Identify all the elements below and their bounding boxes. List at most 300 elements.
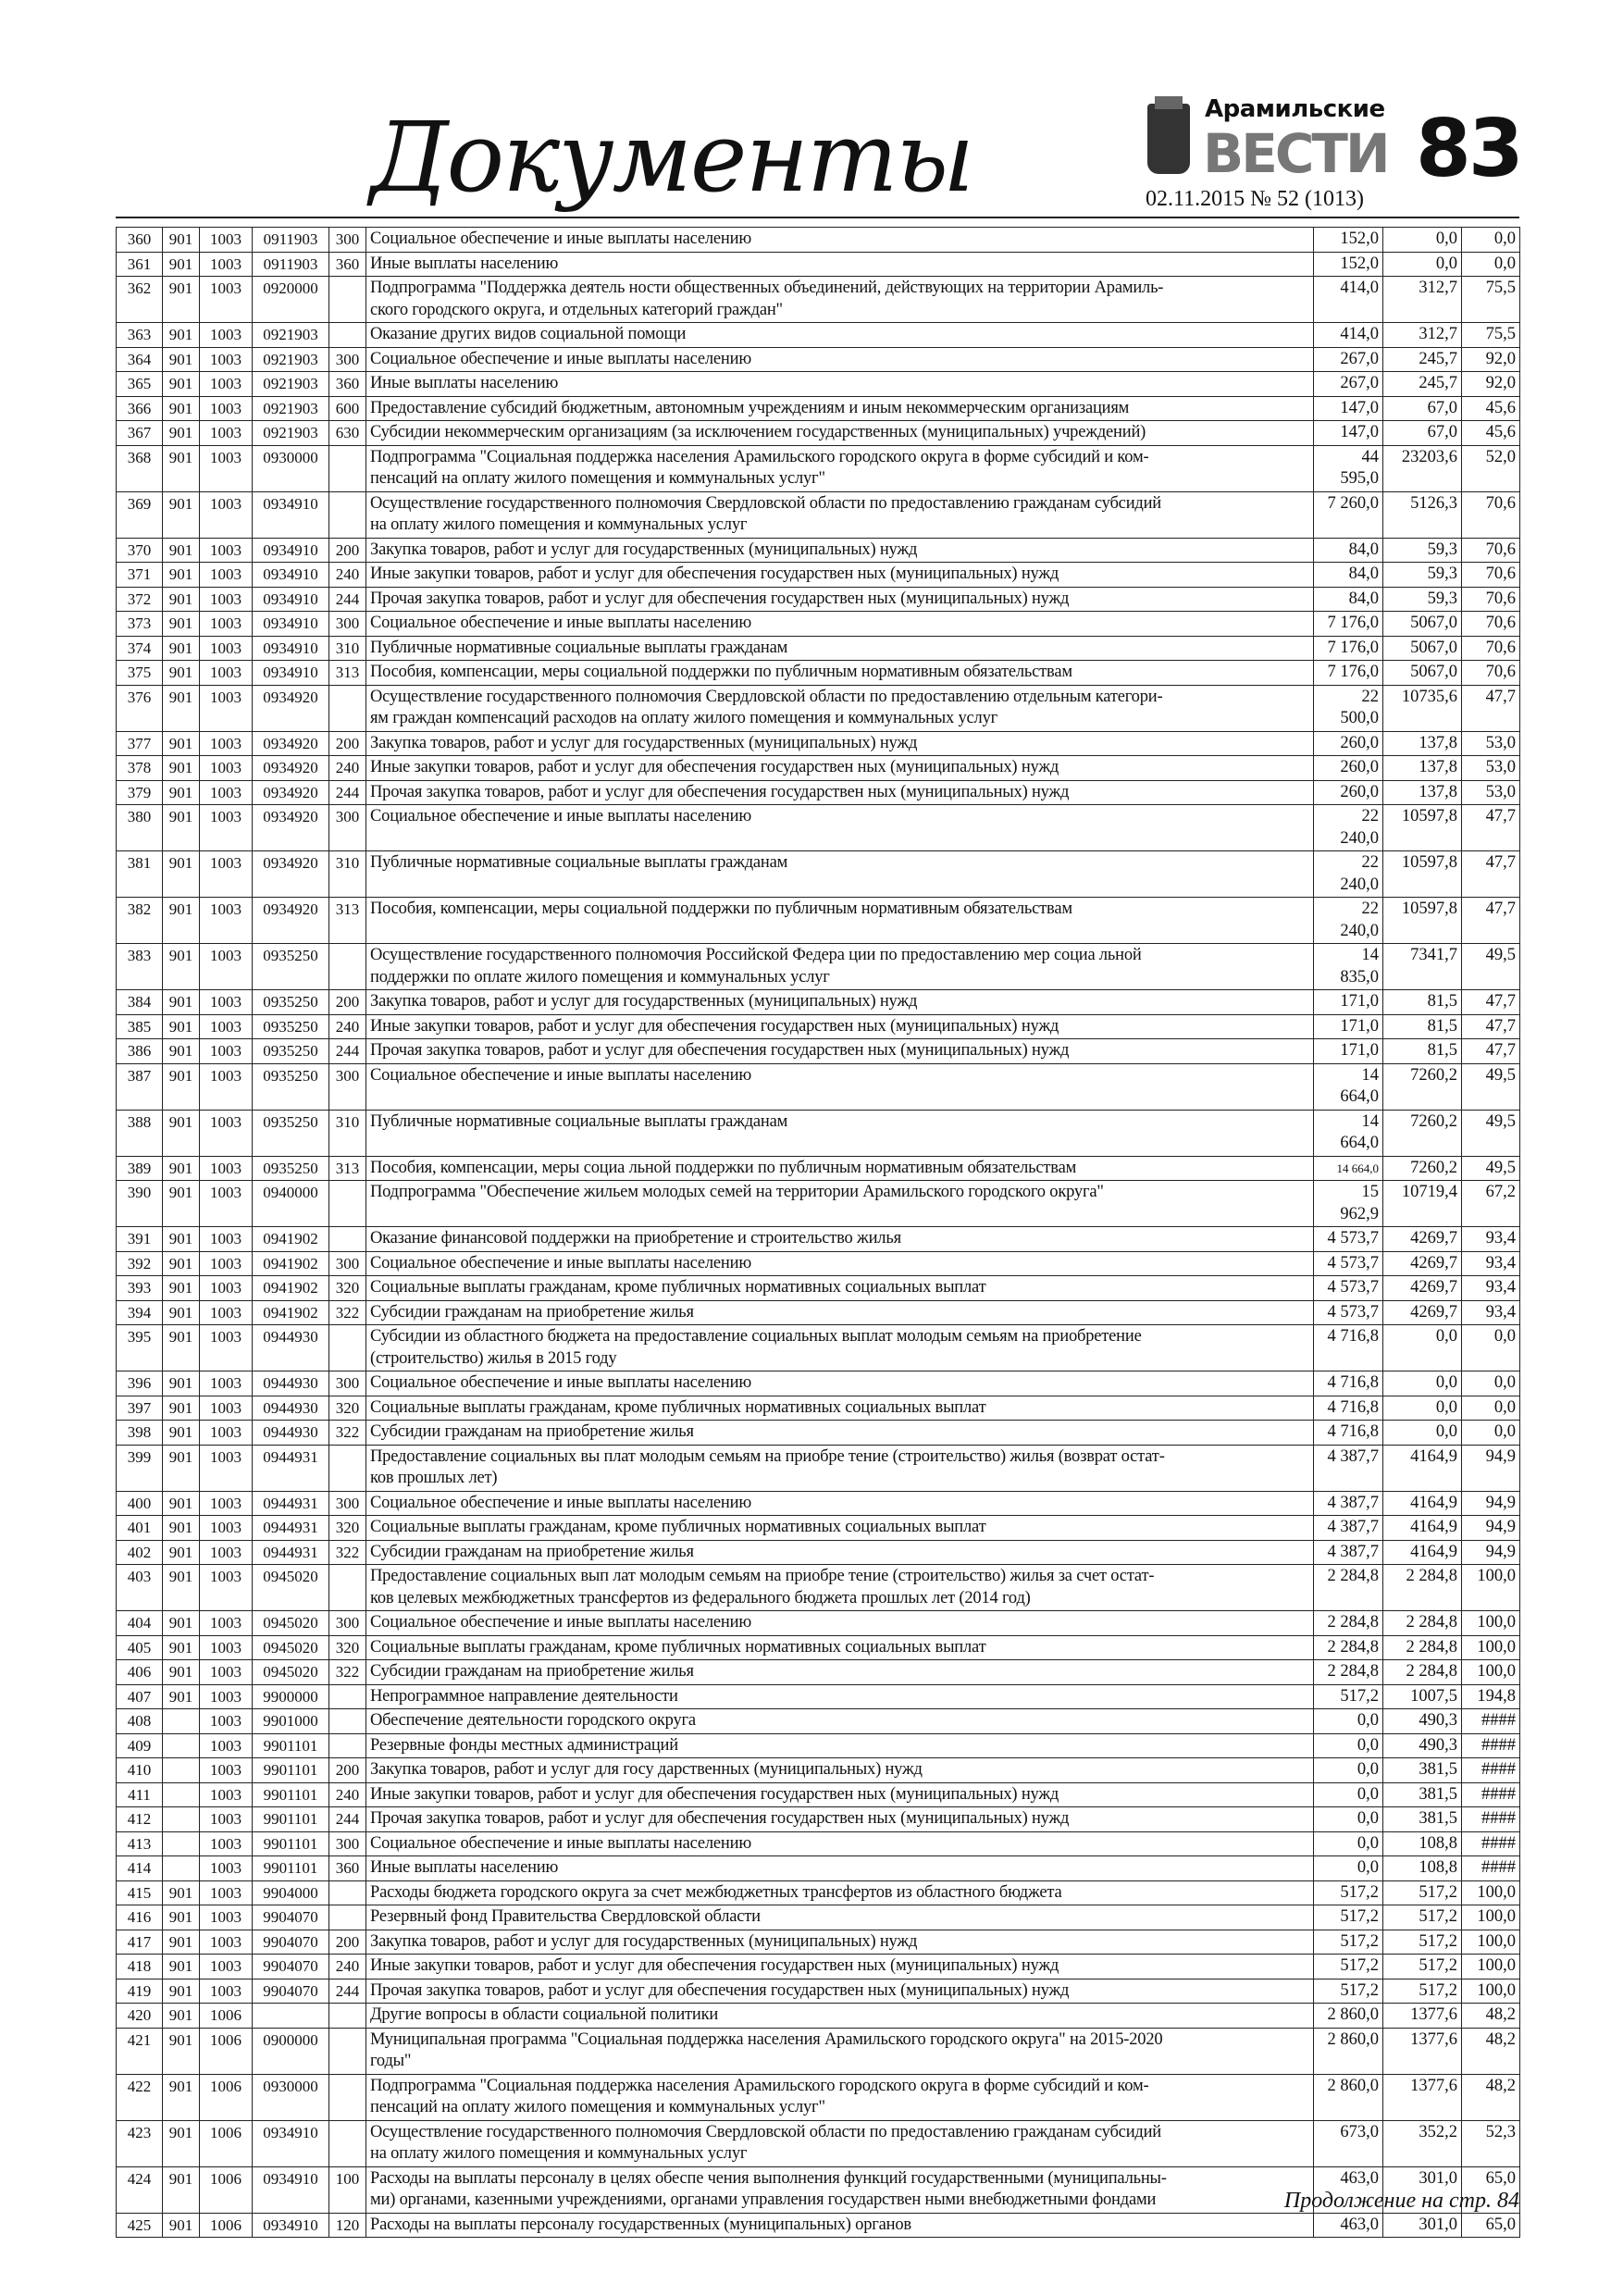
description: Закупка товаров, работ и услуг для госу дарственных (муниципальных) нужд <box>366 1758 1314 1783</box>
percent: #### <box>1462 1733 1520 1758</box>
brand-name-top: Арамильские <box>1205 95 1385 123</box>
target-code: 0934910 <box>253 491 329 538</box>
table-row <box>117 1684 1520 1709</box>
description: Подпрограмма "Социальная поддержка населения Арамильского городского округа в форме субсидий и ком- пенсаций на оплату жилого помещения и коммунальных услуг" <box>366 2074 1314 2120</box>
row-number: 398 <box>117 1421 163 1446</box>
expense-type <box>329 1709 366 1734</box>
section-code: 1003 <box>200 1516 253 1541</box>
section-code: 1003 <box>200 1251 253 1276</box>
percent: 0,0 <box>1462 252 1520 277</box>
plan-amount: 152,0 <box>1314 252 1383 277</box>
target-code: 0934910 <box>253 612 329 637</box>
plan-amount: 4 573,7 <box>1314 1300 1383 1325</box>
target-code: 0935250 <box>253 1039 329 1064</box>
description: Закупка товаров, работ и услуг для государственных (муниципальных) нужд <box>366 538 1314 563</box>
table-row <box>117 1565 1520 1611</box>
section-code: 1003 <box>200 538 253 563</box>
description: Социальное обеспечение и иные выплаты населению <box>366 347 1314 372</box>
target-code: 0944931 <box>253 1445 329 1491</box>
percent: 0,0 <box>1462 228 1520 253</box>
expense-type: 300 <box>329 1491 366 1516</box>
percent: 0,0 <box>1462 1325 1520 1371</box>
percent: 49,5 <box>1462 1063 1520 1110</box>
actual-amount: 10597,8 <box>1383 898 1462 944</box>
section-code: 1003 <box>200 372 253 397</box>
percent: 100,0 <box>1462 1979 1520 2004</box>
actual-amount: 381,5 <box>1383 1807 1462 1832</box>
plan-amount: 147,0 <box>1314 421 1383 446</box>
percent: #### <box>1462 1856 1520 1881</box>
table-row <box>117 1733 1520 1758</box>
target-code: 0944930 <box>253 1325 329 1371</box>
actual-amount: 2 284,8 <box>1383 1635 1462 1660</box>
percent: 100,0 <box>1462 1635 1520 1660</box>
section-code: 1003 <box>200 1684 253 1709</box>
percent: 48,2 <box>1462 2028 1520 2074</box>
description: Пособия, компенсации, меры социальной поддержки по публичным нормативным обязательствам <box>366 898 1314 944</box>
description: Публичные нормативные социальные выплаты гражданам <box>366 1110 1314 1156</box>
dept-code: 901 <box>163 1371 200 1396</box>
description: Субсидии гражданам на приобретение жилья <box>366 1300 1314 1325</box>
plan-amount: 4 387,7 <box>1314 1445 1383 1491</box>
table-row <box>117 2213 1520 2238</box>
dept-code: 901 <box>163 563 200 588</box>
section-code: 1003 <box>200 1014 253 1039</box>
row-number: 363 <box>117 323 163 348</box>
actual-amount: 4269,7 <box>1383 1227 1462 1252</box>
plan-amount: 414,0 <box>1314 277 1383 323</box>
target-code: 0930000 <box>253 445 329 491</box>
row-number: 393 <box>117 1276 163 1301</box>
dept-code: 901 <box>163 491 200 538</box>
description: Обеспечение деятельности городского округа <box>366 1709 1314 1734</box>
dept-code: 901 <box>163 685 200 731</box>
dept-code: 901 <box>163 1905 200 1930</box>
percent: 49,5 <box>1462 944 1520 990</box>
target-code: 0944931 <box>253 1540 329 1565</box>
row-number: 397 <box>117 1396 163 1421</box>
row-number: 381 <box>117 851 163 898</box>
expense-type <box>329 685 366 731</box>
description: Пособия, компенсации, меры социа льной поддержки по публичным нормативным обязательствам <box>366 1156 1314 1181</box>
plan-amount: 267,0 <box>1314 372 1383 397</box>
description: Социальные выплаты гражданам, кроме публичных нормативных социальных выплат <box>366 1276 1314 1301</box>
section-code: 1003 <box>200 323 253 348</box>
target-code: 9904070 <box>253 1905 329 1930</box>
expense-type: 200 <box>329 1930 366 1955</box>
description: Публичные нормативные социальные выплаты гражданам <box>366 851 1314 898</box>
actual-amount: 0,0 <box>1383 1421 1462 1446</box>
target-code: 0934920 <box>253 780 329 805</box>
row-number: 367 <box>117 421 163 446</box>
newspaper-logo <box>1147 96 1397 185</box>
expense-type: 310 <box>329 636 366 661</box>
percent: 93,4 <box>1462 1276 1520 1301</box>
plan-amount: 84,0 <box>1314 587 1383 612</box>
section-code: 1003 <box>200 396 253 421</box>
expense-type: 322 <box>329 1540 366 1565</box>
percent: 93,4 <box>1462 1227 1520 1252</box>
expense-type <box>329 1880 366 1905</box>
table-row <box>117 1445 1520 1491</box>
table-row <box>117 1905 1520 1930</box>
percent: 48,2 <box>1462 2074 1520 2120</box>
row-number: 368 <box>117 445 163 491</box>
expense-type: 300 <box>329 1371 366 1396</box>
expense-type: 320 <box>329 1635 366 1660</box>
section-code: 1003 <box>200 1325 253 1371</box>
table-row <box>117 1955 1520 1980</box>
section-code: 1003 <box>200 421 253 446</box>
target-code: 0934910 <box>253 661 329 686</box>
actual-amount: 7260,2 <box>1383 1063 1462 1110</box>
row-number: 374 <box>117 636 163 661</box>
description: Муниципальная программа "Социальная поддержка населения Арамильского городского округа" на 2015-2020 годы" <box>366 2028 1314 2074</box>
expense-type <box>329 944 366 990</box>
section-code: 1003 <box>200 347 253 372</box>
dept-code: 901 <box>163 1979 200 2004</box>
section-code: 1003 <box>200 1979 253 2004</box>
description: Непрограммное направление деятельности <box>366 1684 1314 1709</box>
plan-amount: 84,0 <box>1314 538 1383 563</box>
dept-code: 901 <box>163 1181 200 1227</box>
description: Социальное обеспечение и иные выплаты населению <box>366 805 1314 851</box>
plan-amount: 14 664,0 <box>1314 1063 1383 1110</box>
plan-amount: 673,0 <box>1314 2120 1383 2166</box>
dept-code: 901 <box>163 1300 200 1325</box>
dept-code: 901 <box>163 944 200 990</box>
target-code: 0900000 <box>253 2028 329 2074</box>
dept-code: 901 <box>163 323 200 348</box>
actual-amount: 137,8 <box>1383 780 1462 805</box>
plan-amount: 0,0 <box>1314 1758 1383 1783</box>
row-number: 370 <box>117 538 163 563</box>
plan-amount: 4 387,7 <box>1314 1540 1383 1565</box>
actual-amount: 245,7 <box>1383 347 1462 372</box>
percent: 92,0 <box>1462 372 1520 397</box>
expense-type: 320 <box>329 1516 366 1541</box>
percent: 93,4 <box>1462 1300 1520 1325</box>
table-row <box>117 685 1520 731</box>
table-row <box>117 587 1520 612</box>
row-number: 395 <box>117 1325 163 1371</box>
table-row <box>117 228 1520 253</box>
target-code: 0930000 <box>253 2074 329 2120</box>
row-number: 399 <box>117 1445 163 1491</box>
target-code: 0934920 <box>253 851 329 898</box>
plan-amount: 2 284,8 <box>1314 1565 1383 1611</box>
description: Субсидии некоммерческим организациям (за исключением государственных (муниципальных) учреждений) <box>366 421 1314 446</box>
dept-code: 901 <box>163 1660 200 1685</box>
plan-amount: 84,0 <box>1314 563 1383 588</box>
target-code: 0945020 <box>253 1611 329 1636</box>
table-row <box>117 1371 1520 1396</box>
expense-type: 360 <box>329 372 366 397</box>
row-number: 396 <box>117 1371 163 1396</box>
expense-type: 200 <box>329 1758 366 1783</box>
description: Закупка товаров, работ и услуг для государственных (муниципальных) нужд <box>366 990 1314 1015</box>
table-row <box>117 851 1520 898</box>
section-code: 1003 <box>200 1905 253 1930</box>
plan-amount: 14 835,0 <box>1314 944 1383 990</box>
dept-code: 901 <box>163 805 200 851</box>
actual-amount: 490,3 <box>1383 1733 1462 1758</box>
table-row <box>117 805 1520 851</box>
description: Социальное обеспечение и иные выплаты населению <box>366 1063 1314 1110</box>
plan-amount: 4 716,8 <box>1314 1371 1383 1396</box>
table-row <box>117 1930 1520 1955</box>
row-number: 423 <box>117 2120 163 2166</box>
row-number: 388 <box>117 1110 163 1156</box>
percent: 194,8 <box>1462 1684 1520 1709</box>
target-code: 9901101 <box>253 1758 329 1783</box>
section-title: Документы <box>370 101 973 214</box>
section-code: 1003 <box>200 1660 253 1685</box>
target-code: 0934920 <box>253 805 329 851</box>
row-number: 372 <box>117 587 163 612</box>
description: Резервные фонды местных администраций <box>366 1733 1314 1758</box>
section-code: 1006 <box>200 2004 253 2029</box>
table-row <box>117 990 1520 1015</box>
row-number: 410 <box>117 1758 163 1783</box>
plan-amount: 14 664,0 <box>1314 1156 1383 1181</box>
expense-type <box>329 277 366 323</box>
target-code: 9901101 <box>253 1733 329 1758</box>
page-number: 83 <box>1416 103 1521 195</box>
dept-code: 901 <box>163 1156 200 1181</box>
expense-type: 320 <box>329 1396 366 1421</box>
table-row <box>117 661 1520 686</box>
percent: 0,0 <box>1462 1371 1520 1396</box>
table-row <box>117 731 1520 756</box>
section-code: 1003 <box>200 1110 253 1156</box>
expense-type: 310 <box>329 851 366 898</box>
plan-amount: 0,0 <box>1314 1807 1383 1832</box>
row-number: 360 <box>117 228 163 253</box>
target-code: 9904000 <box>253 1880 329 1905</box>
section-code: 1003 <box>200 1227 253 1252</box>
target-code: 9904070 <box>253 1979 329 2004</box>
actual-amount: 137,8 <box>1383 731 1462 756</box>
plan-amount: 463,0 <box>1314 2166 1383 2213</box>
description: Социальные выплаты гражданам, кроме публичных нормативных социальных выплат <box>366 1516 1314 1541</box>
description: Социальное обеспечение и иные выплаты населению <box>366 1371 1314 1396</box>
target-code: 9901101 <box>253 1831 329 1856</box>
row-number: 376 <box>117 685 163 731</box>
percent: 100,0 <box>1462 1611 1520 1636</box>
expense-type: 600 <box>329 396 366 421</box>
table-row <box>117 1635 1520 1660</box>
description: Иные выплаты населению <box>366 252 1314 277</box>
dept-code: 901 <box>163 1955 200 1980</box>
row-number: 401 <box>117 1516 163 1541</box>
row-number: 424 <box>117 2166 163 2213</box>
section-code: 1003 <box>200 756 253 781</box>
dept-code: 901 <box>163 612 200 637</box>
percent: 47,7 <box>1462 898 1520 944</box>
dept-code <box>163 1831 200 1856</box>
percent: 52,3 <box>1462 2120 1520 2166</box>
plan-amount: 152,0 <box>1314 228 1383 253</box>
target-code: 0935250 <box>253 1014 329 1039</box>
row-number: 375 <box>117 661 163 686</box>
expense-type <box>329 491 366 538</box>
actual-amount: 1377,6 <box>1383 2028 1462 2074</box>
row-number: 406 <box>117 1660 163 1685</box>
row-number: 419 <box>117 1979 163 2004</box>
actual-amount: 7341,7 <box>1383 944 1462 990</box>
description: Закупка товаров, работ и услуг для государственных (муниципальных) нужд <box>366 1930 1314 1955</box>
target-code: 9904070 <box>253 1930 329 1955</box>
description: Прочая закупка товаров, работ и услуг для обеспечения государствен ных (муниципальных) нужд <box>366 1979 1314 2004</box>
plan-amount: 22 500,0 <box>1314 685 1383 731</box>
plan-amount: 517,2 <box>1314 1880 1383 1905</box>
expense-type: 300 <box>329 612 366 637</box>
row-number: 413 <box>117 1831 163 1856</box>
plan-amount: 0,0 <box>1314 1709 1383 1734</box>
row-number: 415 <box>117 1880 163 1905</box>
description: Осуществление государственного полномочия Свердловской области по предоставлению гражданам субсидий на оплату жилого помещения и коммунальных услуг <box>366 2120 1314 2166</box>
table-row <box>117 2120 1520 2166</box>
dept-code: 901 <box>163 1325 200 1371</box>
plan-amount: 4 387,7 <box>1314 1491 1383 1516</box>
plan-amount: 2 284,8 <box>1314 1635 1383 1660</box>
percent: 0,0 <box>1462 1421 1520 1446</box>
plan-amount: 2 860,0 <box>1314 2004 1383 2029</box>
percent: 47,7 <box>1462 990 1520 1015</box>
actual-amount: 5067,0 <box>1383 612 1462 637</box>
section-code: 1003 <box>200 587 253 612</box>
row-number: 387 <box>117 1063 163 1110</box>
percent: #### <box>1462 1709 1520 1734</box>
percent: 70,6 <box>1462 538 1520 563</box>
target-code: 0935250 <box>253 944 329 990</box>
target-code: 0934910 <box>253 636 329 661</box>
row-number: 389 <box>117 1156 163 1181</box>
dept-code: 901 <box>163 990 200 1015</box>
table-row <box>117 1831 1520 1856</box>
dept-code: 901 <box>163 1930 200 1955</box>
row-number: 384 <box>117 990 163 1015</box>
target-code: 0935250 <box>253 1156 329 1181</box>
section-code: 1003 <box>200 636 253 661</box>
section-code: 1003 <box>200 780 253 805</box>
percent: 70,6 <box>1462 587 1520 612</box>
section-code: 1003 <box>200 1733 253 1758</box>
description: Подпрограмма "Социальная поддержка населения Арамильского городского округа в форме субсидий и ком- пенсаций на оплату жилого помещения и коммунальных услуг" <box>366 445 1314 491</box>
description: Осуществление государственного полномочия Свердловской области по предоставлению гражданам субсидий на оплату жилого помещения и коммунальных услуг <box>366 491 1314 538</box>
plan-amount: 260,0 <box>1314 731 1383 756</box>
plan-amount: 0,0 <box>1314 1856 1383 1881</box>
table-row <box>117 2004 1520 2029</box>
target-code <box>253 2004 329 2029</box>
target-code: 0941902 <box>253 1276 329 1301</box>
row-number: 420 <box>117 2004 163 2029</box>
section-code: 1003 <box>200 252 253 277</box>
plan-amount: 15 962,9 <box>1314 1181 1383 1227</box>
row-number: 408 <box>117 1709 163 1734</box>
actual-amount: 2 284,8 <box>1383 1611 1462 1636</box>
dept-code: 901 <box>163 731 200 756</box>
section-code: 1003 <box>200 1181 253 1227</box>
percent: 70,6 <box>1462 563 1520 588</box>
actual-amount: 7260,2 <box>1383 1110 1462 1156</box>
table-row <box>117 1251 1520 1276</box>
plan-amount: 2 284,8 <box>1314 1611 1383 1636</box>
table-row <box>117 636 1520 661</box>
description: Иные закупки товаров, работ и услуг для обеспечения государствен ных (муниципальных) нужд <box>366 756 1314 781</box>
dept-code: 901 <box>163 2166 200 2213</box>
row-number: 411 <box>117 1782 163 1807</box>
dept-code: 901 <box>163 1565 200 1611</box>
target-code: 0945020 <box>253 1635 329 1660</box>
plan-amount: 44 595,0 <box>1314 445 1383 491</box>
section-code: 1003 <box>200 491 253 538</box>
target-code: 0935250 <box>253 1110 329 1156</box>
dept-code: 901 <box>163 1276 200 1301</box>
section-code: 1003 <box>200 1856 253 1881</box>
row-number: 425 <box>117 2213 163 2238</box>
table-row <box>117 1516 1520 1541</box>
section-code: 1003 <box>200 1782 253 1807</box>
section-code: 1003 <box>200 1540 253 1565</box>
plan-amount: 0,0 <box>1314 1831 1383 1856</box>
expense-type: 300 <box>329 1831 366 1856</box>
percent: 94,9 <box>1462 1540 1520 1565</box>
section-code: 1006 <box>200 2213 253 2238</box>
target-code: 9901101 <box>253 1782 329 1807</box>
dept-code: 901 <box>163 1445 200 1491</box>
description: Социальное обеспечение и иные выплаты населению <box>366 612 1314 637</box>
expense-type: 240 <box>329 1782 366 1807</box>
header-divider <box>116 217 1519 218</box>
row-number: 421 <box>117 2028 163 2074</box>
plan-amount: 4 573,7 <box>1314 1276 1383 1301</box>
expense-type <box>329 2074 366 2120</box>
percent: 53,0 <box>1462 780 1520 805</box>
section-code: 1003 <box>200 1396 253 1421</box>
table-row <box>117 347 1520 372</box>
actual-amount: 7260,2 <box>1383 1156 1462 1181</box>
expense-type: 300 <box>329 1611 366 1636</box>
row-number: 361 <box>117 252 163 277</box>
actual-amount: 517,2 <box>1383 1979 1462 2004</box>
percent: 48,2 <box>1462 2004 1520 2029</box>
section-code: 1003 <box>200 944 253 990</box>
plan-amount: 7 260,0 <box>1314 491 1383 538</box>
target-code: 0934910 <box>253 2120 329 2166</box>
description: Оказание других видов социальной помощи <box>366 323 1314 348</box>
row-number: 362 <box>117 277 163 323</box>
plan-amount: 147,0 <box>1314 396 1383 421</box>
plan-amount: 171,0 <box>1314 1014 1383 1039</box>
actual-amount: 301,0 <box>1383 2213 1462 2238</box>
description: Социальное обеспечение и иные выплаты населению <box>366 1611 1314 1636</box>
percent: 100,0 <box>1462 1930 1520 1955</box>
expense-type: 100 <box>329 2166 366 2213</box>
section-code: 1003 <box>200 685 253 731</box>
target-code: 0921903 <box>253 347 329 372</box>
row-number: 390 <box>117 1181 163 1227</box>
actual-amount: 81,5 <box>1383 1014 1462 1039</box>
plan-amount: 463,0 <box>1314 2213 1383 2238</box>
dept-code: 901 <box>163 445 200 491</box>
description: Субсидии гражданам на приобретение жилья <box>366 1421 1314 1446</box>
dept-code: 901 <box>163 1611 200 1636</box>
description: Публичные нормативные социальные выплаты гражданам <box>366 636 1314 661</box>
expense-type: 300 <box>329 1251 366 1276</box>
dept-code: 901 <box>163 2120 200 2166</box>
